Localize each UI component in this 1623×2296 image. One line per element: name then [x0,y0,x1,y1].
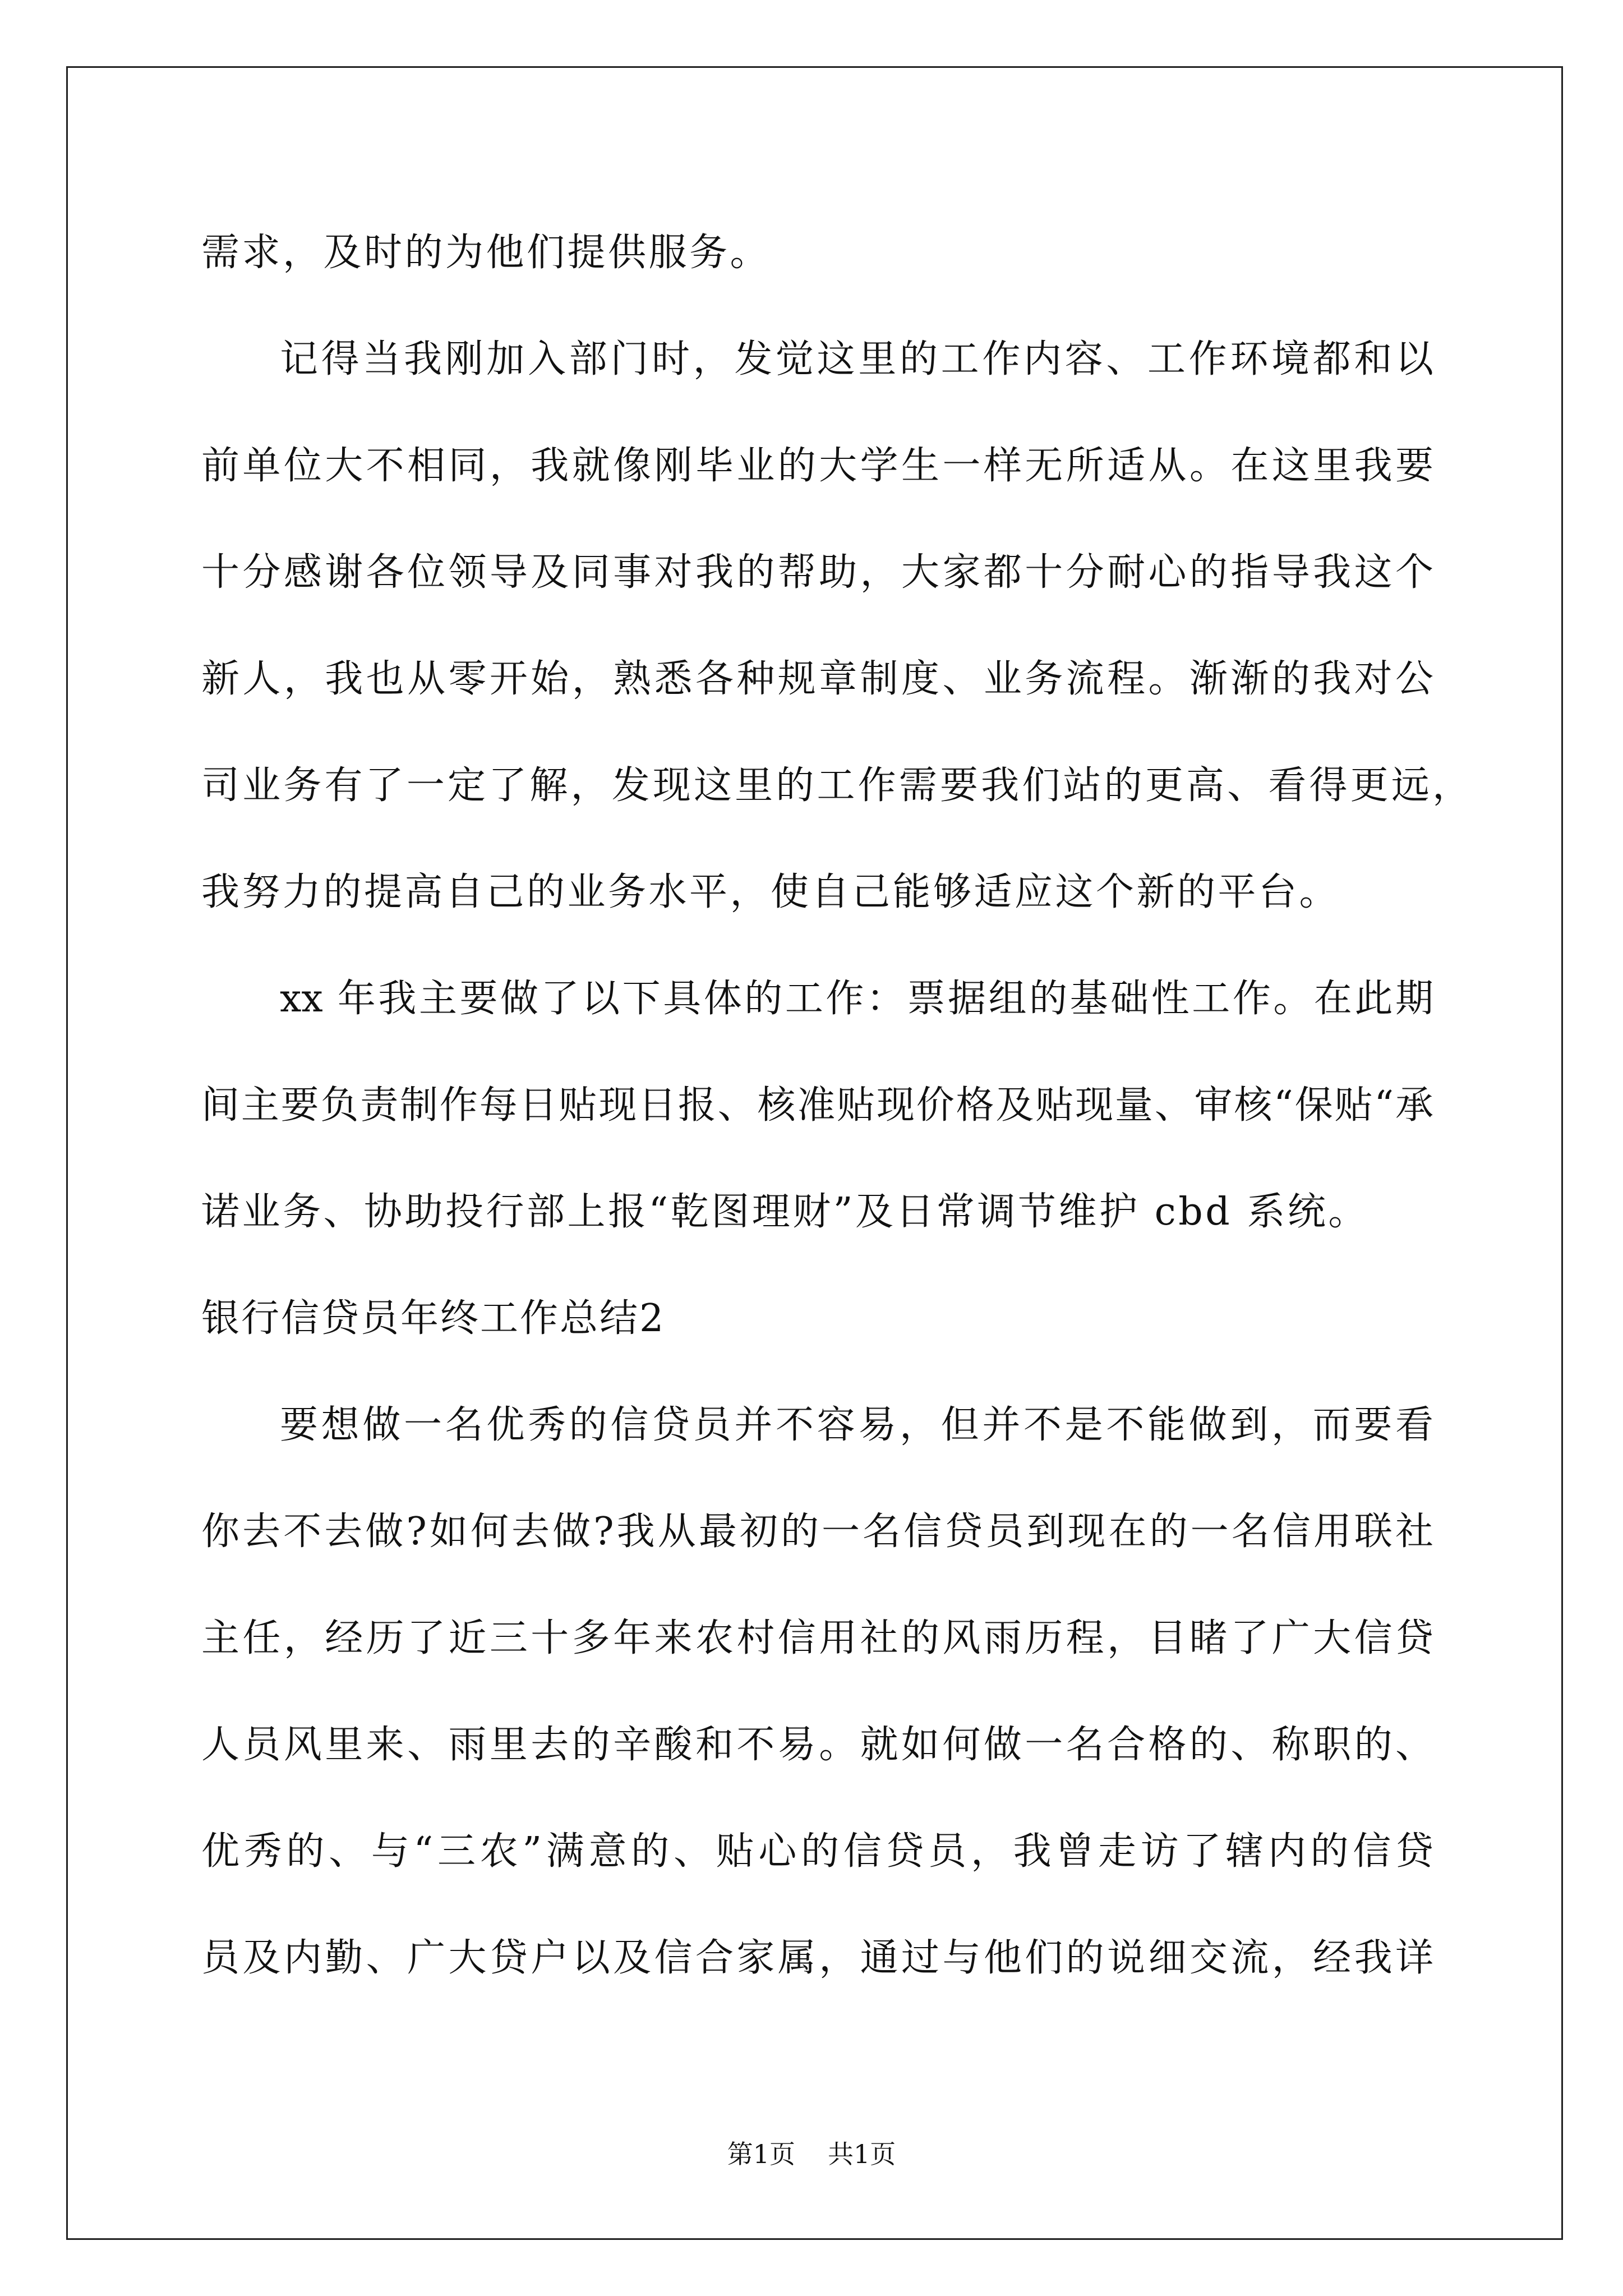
paragraph-line: 新人，我也从零开始，熟悉各种规章制度、业务流程。渐渐的我对公 [201,657,1433,701]
paragraph-line: 十分感谢各位领导及同事对我的帮助，大家都十分耐心的指导我这个 [201,550,1433,595]
paragraph-line: 要想做一名优秀的信贷员并不容易，但并不是不能做到，而要看 [280,1403,1433,1447]
page-number: 第1页 [727,2139,795,2169]
paragraph-line: 主任，经历了近三十多年来农村信用社的风雨历程，目睹了广大信贷 [201,1616,1433,1660]
document-body [201,200,1470,2012]
paragraph-line: 人员风里来、雨里去的辛酸和不易。就如何做一名合格的、称职的、 [201,1723,1433,1767]
paragraph-line: 间主要负责制作每日贴现日报、核准贴现价格及贴现量、审核“保贴“承 [201,1083,1433,1128]
paragraph-line: 需求，及时的为他们提供服务。 [201,231,771,275]
paragraph-line: 员及内勤、广大贷户以及信合家属，通过与他们的说细交流，经我详 [201,1936,1433,1980]
paragraph-line: 诺业务、协助投行部上报“乾图理财”及日常调节维护 cbd 系统。 [201,1190,1369,1234]
page-total: 共1页 [828,2139,896,2169]
paragraph-line: 前单位大不相同，我就像刚毕业的大学生一样无所适从。在这里我要 [201,444,1433,488]
paragraph-line: 优秀的、与“三农”满意的、贴心的信贷员，我曾走访了辖内的信贷 [201,1829,1433,1874]
section-heading: 银行信贷员年终工作总结2 [201,1296,666,1341]
paragraph-line: 你去不去做?如何去做?我从最初的一名信贷员到现在的一名信用联社 [201,1510,1433,1554]
paragraph-line: 我努力的提高自己的业务水平，使自己能够适应这个新的平台。 [201,870,1340,914]
paragraph-line: xx 年我主要做了以下具体的工作：票据组的基础性工作。在此期 [280,977,1433,1021]
paragraph-line: 司业务有了一定了解，发现这里的工作需要我们站的更高、看得更远， [201,763,1470,808]
page-footer [0,2137,1623,2171]
paragraph-line: 记得当我刚加入部门时，发觉这里的工作内容、工作环境都和以 [280,337,1433,381]
